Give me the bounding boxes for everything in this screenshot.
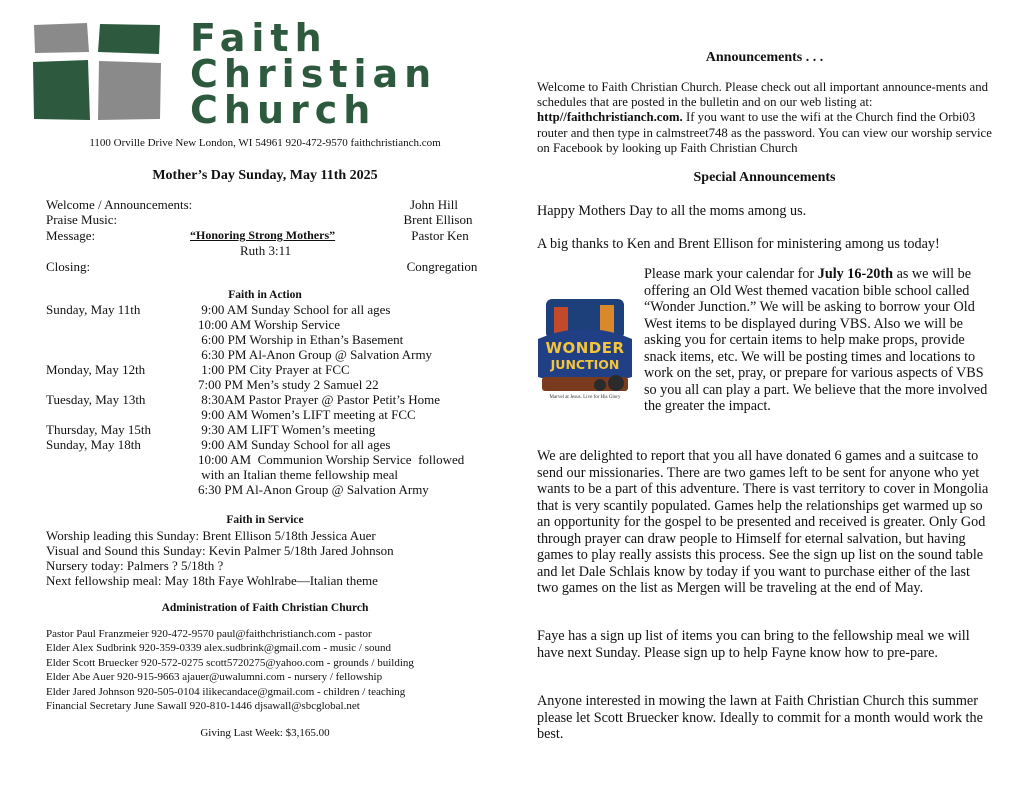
special-announcements-heading: Special Announcements [693,170,836,185]
mothers-day-text: Happy Mothers Day to all the moms among us. [537,203,807,219]
closing-label: Closing: [46,259,91,274]
schedule-event: 6:30 PM Al-Anon Group @ Salvation Army [198,482,429,497]
wonder-junction-logo [536,295,634,407]
giving-last-week: Giving Last Week: $3,165.00 [200,727,330,739]
welcome-text-a: Welcome to Faith Christian Church. Please check out all important announce-ments and schedules that are posted in the bulletin and on our web listing at: [537,80,989,110]
vbs-text-b: as we will be offering an Old West themed vacation bible school called “Wonder Junction.” We will be asking to borrow your Old West items to be displayed during VBS. Also we will be asking you for certain items to help make props, provide snack items, etc. We will be posting times and locations to work on the set, pray, or prepare for various aspects of VBS so you all can play a part. We believe that the more involved the greater the impact. [644,266,988,414]
admin-contact: Elder Jared Johnson 920-505-0104 ilikecandace@gmail.com - children / teaching [46,685,406,698]
schedule-row [46,347,506,362]
schedule-row [46,392,506,407]
schedule-row [46,332,506,347]
admin-contact: Elder Alex Sudbrink 920-359-0339 alex.sudbrink@gmail.com - music / sound [46,642,391,655]
logo-line-faith: Faith [190,16,328,60]
welcome-paragraph [537,80,992,156]
administration-list [46,627,506,713]
admin-contact: Financial Secretary June Sawall 920-810-1446 djsawall@sbcglobal.net [46,700,360,713]
schedule-day: Tuesday, May 13th [46,392,146,407]
message-label: Message: [46,228,96,243]
schedule-event: 9:00 AM Sunday School for all ages [198,302,391,317]
schedule-event: 7:00 PM Men’s study 2 Samuel 22 [198,377,379,392]
message-person: Pastor Ken [411,228,469,243]
administration-heading: Administration of Faith Christian Church [161,602,369,614]
schedule-event: 1:00 PM City Prayer at FCC [198,362,350,377]
schedule-event: 10:00 AM Worship Service [198,317,341,332]
praise-label: Praise Music: [46,212,118,227]
schedule-day: Thursday, May 15th [46,422,151,437]
games-paragraph: We are delighted to report that you all have donated 6 games and a suitcase to send our missionaries. There are two games left to be sent for anyone who yet wants to be a part of this adventure. There is vast territory to cover in Mongolia that is very scantily populated. Games help the relationships get warmed up so an opportunity for the gospel to be presented and received is greater. Only God through prayer can draw people to Himself for eternal salvation, but having games to play really assists this process. See the sign up list on the sound table and let Dale Schlais know by today if you want to purchase either of the last two games on the list as Mergen will be traveling at the end of May. [537,448,989,596]
vbs-logo-title-1: WONDER [545,339,625,357]
schedule-row [46,362,506,377]
faith-in-action-schedule [46,302,506,497]
schedule-row [46,302,506,317]
faith-in-service-heading: Faith in Service [226,514,304,526]
schedule-row [46,422,506,437]
message-title: “Honoring Strong Mothers” [190,228,336,242]
schedule-event: 6:00 PM Worship in Ethan’s Basement [198,332,404,347]
schedule-event: 9:30 AM LIFT Women’s meeting [198,422,376,437]
service-title: Mother’s Day Sunday, May 11th 2025 [152,168,378,183]
logo-line-christian: Christian [190,52,438,96]
faith-in-service-list [46,528,506,588]
schedule-row [46,377,506,392]
service-line: Worship leading this Sunday: Brent Ellison 5/18th Jessica Auer [46,528,376,543]
praise-person: Brent Ellison [403,212,473,227]
announcements-heading: Announcements . . . [705,50,824,65]
schedule-day: Monday, May 12th [46,362,146,377]
service-line: Next fellowship meal: May 18th Faye Wohlrabe—Italian theme [46,573,378,588]
vbs-logo-tagline: Marvel at Jesus. Live for His Glory [549,395,621,400]
schedule-row [46,482,506,497]
mowing-paragraph: Anyone interested in mowing the lawn at Faith Christian Church this summer please let Scott Bruecker know. Ideally to commit for a month would work the best. [537,693,983,742]
schedule-event: 9:00 AM Sunday School for all ages [198,437,391,452]
schedule-row [46,407,506,422]
schedule-row [46,467,506,482]
schedule-row [46,317,506,332]
schedule-row [46,437,506,452]
vbs-text-a: Please mark your calendar for [644,266,818,282]
faith-in-action-heading: Faith in Action [228,289,302,301]
message-scripture: Ruth 3:11 [240,243,292,258]
service-line: Nursery today: Palmers ? 5/18th ? [46,558,224,573]
thanks-text: A big thanks to Ken and Brent Ellison for ministering among us today! [537,236,940,252]
service-line: Visual and Sound this Sunday: Kevin Palmer 5/18th Jared Johnson [46,543,394,558]
welcome-person: John Hill [409,197,459,212]
schedule-event: 6:30 PM Al-Anon Group @ Salvation Army [198,347,433,362]
schedule-day: Sunday, May 18th [46,437,141,452]
vbs-dates: July 16-20th [817,266,894,282]
website-link[interactable]: http//faithchristianch.com. [537,110,683,125]
logo-line-church: Church [190,88,377,132]
admin-contact: Pastor Paul Franzmeier 920-472-9570 paul@faithchristianch.com - pastor [46,628,372,640]
admin-contact: Elder Scott Bruecker 920-572-0275 scott5720275@yahoo.com - grounds / building [46,656,414,669]
welcome-text-b: If you want to use the wifi at the Church find the Orbi03 router and then type in calmstreet748 as the password. You can view our worship service on Facebook by looking up Faith Christian Church [537,110,992,155]
vbs-paragraph [644,266,992,415]
welcome-label: Welcome / Announcements: [46,197,193,212]
closing-person: Congregation [406,259,478,274]
vbs-logo-title-2: JUNCTION [550,357,620,372]
church-logo-cross [32,22,162,122]
admin-contact: Elder Abe Auer 920-915-9663 ajauer@uwalumni.com - nursery / fellowship [46,671,383,684]
church-address: 1100 Orville Drive New London, WI 54961 920-472-9570 faithchristianch.com [89,137,441,149]
schedule-row [46,452,506,467]
schedule-day: Sunday, May 11th [46,302,141,317]
schedule-event: with an Italian theme fellowship meal [198,467,398,482]
schedule-event: 10:00 AM Communion Worship Service followed [198,452,465,467]
schedule-event: 8:30AM Pastor Prayer @ Pastor Petit’s Home [198,392,440,407]
fellowship-meal-paragraph: Faye has a sign up list of items you can bring to the fellowship meal we will have next Sunday. Please sign up to help Fayne know how to pre-pare. [537,628,970,661]
schedule-event: 9:00 AM Women’s LIFT meeting at FCC [198,407,416,422]
